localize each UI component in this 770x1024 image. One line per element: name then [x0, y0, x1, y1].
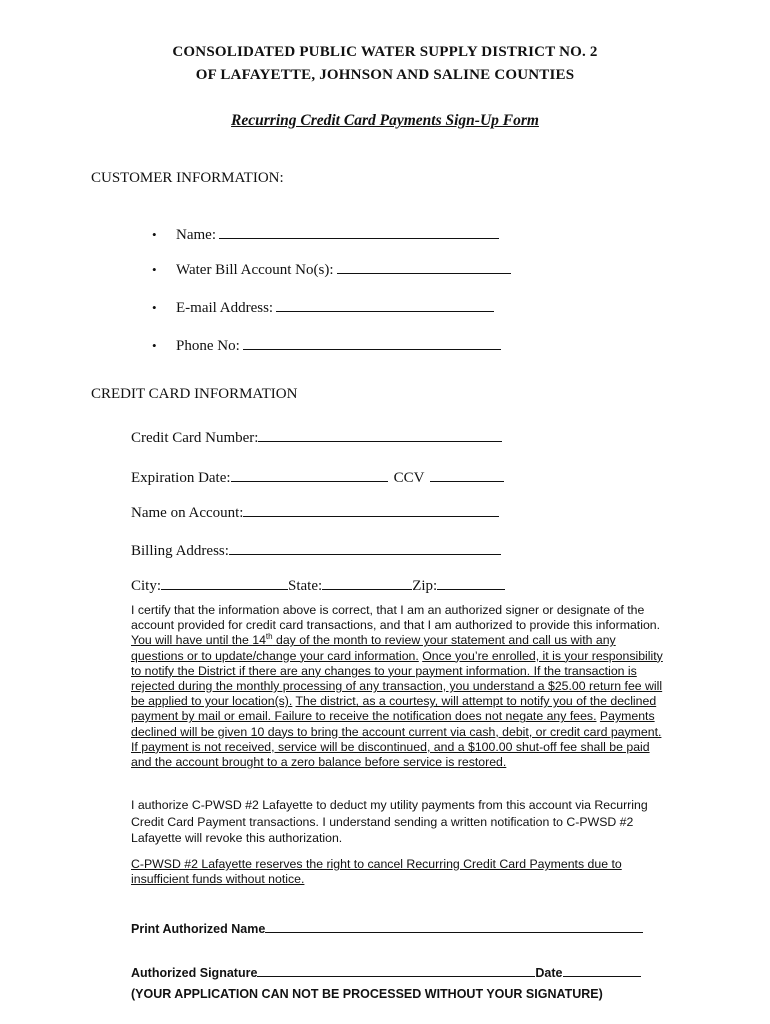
phone-field[interactable]	[243, 335, 501, 350]
card-number-row	[131, 427, 502, 447]
customer-info-heading: CUSTOMER INFORMATION:	[91, 170, 284, 186]
print-name-label: Print Authorized Name	[131, 922, 266, 936]
account-field[interactable]	[337, 259, 511, 274]
email-row	[152, 297, 494, 317]
email-label: E-mail Address:	[176, 300, 274, 316]
zip-field[interactable]	[437, 575, 505, 590]
city-field[interactable]	[161, 575, 288, 590]
signature-row	[131, 964, 641, 980]
terms-paragraph	[131, 603, 666, 770]
phone-label: Phone No:	[176, 338, 240, 354]
credit-card-heading: CREDIT CARD INFORMATION	[91, 386, 298, 402]
district-name-line2: OF LAFAYETTE, JOHNSON AND SALINE COUNTIES	[195, 67, 575, 83]
authorization-paragraph: I authorize C-PWSD #2 Lafayette to deduct my utility payments from this account via Recurring Credit Card Payment transactions. I understand sending a written notification to C-PWSD #2 Lafayette will revoke this authorization.	[131, 798, 648, 845]
bullet-icon: •	[152, 338, 157, 353]
state-label: State:	[288, 578, 323, 594]
date-field[interactable]	[563, 964, 641, 977]
signature-field[interactable]	[257, 964, 535, 977]
account-label: Water Bill Account No(s):	[176, 262, 334, 278]
date-label: Date	[535, 966, 563, 980]
name-on-account-field[interactable]	[243, 502, 499, 517]
phone-row	[152, 335, 501, 355]
billing-address-field[interactable]	[229, 540, 501, 555]
terms-responsibility-text: Once you’re enrolled, it is your responsibility to notify the District if there are any changes to your payment information. If the transaction is rejected during the monthly processing of any transaction, you understand a $25.00 return fee will be applied to your location(s).	[131, 648, 663, 709]
name-on-account-row	[131, 502, 499, 522]
name-field[interactable]	[219, 224, 499, 239]
terms-declined-text: Payments declined will be given 10 days to bring the account current via cash, debit, or credit card payment. If payment is not received, service will be discontinued, and a $100.00 shut-off fee shall be paid and the account brought to a zero balance before service is restored.	[131, 709, 662, 770]
bullet-icon: •	[152, 262, 157, 277]
city-label: City:	[131, 578, 162, 594]
expiration-field[interactable]	[231, 467, 388, 482]
card-number-field[interactable]	[258, 427, 502, 442]
name-label: Name:	[176, 227, 216, 243]
terms-courtesy-text: The district, as a courtesy, will attempt to notify you of the declined payment by mail or email. Failure to receive the notification does not negate any fees.	[131, 694, 657, 724]
bullet-icon: •	[152, 300, 157, 315]
terms-review-sup: th	[265, 632, 273, 642]
billing-address-row	[131, 540, 501, 560]
district-name-line1: CONSOLIDATED PUBLIC WATER SUPPLY DISTRICT NO. 2	[172, 44, 598, 60]
city-state-zip-row	[131, 575, 505, 595]
expiration-label: Expiration Date:	[131, 470, 231, 486]
name-row	[152, 224, 499, 244]
card-number-label: Credit Card Number:	[131, 430, 259, 446]
expiration-row	[131, 467, 504, 487]
ccv-field[interactable]	[430, 467, 504, 482]
terms-review-a: You will have until the 14	[131, 633, 266, 648]
email-field[interactable]	[276, 297, 494, 312]
signature-required-notice: (YOUR APPLICATION CAN NOT BE PROCESSED WITHOUT YOUR SIGNATURE)	[131, 987, 603, 1001]
terms-review-b: day of the month to review your statement and call us with any questions or to update/change your card information.	[131, 633, 616, 663]
terms-certify-text: I certify that the information above is correct, that I am an authorized signer or designate of the account provided for credit card transactions, and that I am authorized to provide this information.	[131, 603, 661, 633]
signature-label: Authorized Signature	[131, 966, 258, 980]
name-on-account-label: Name on Account:	[131, 505, 244, 521]
form-title: Recurring Credit Card Payments Sign-Up Form	[231, 112, 539, 129]
state-field[interactable]	[322, 575, 412, 590]
ccv-label: CCV	[393, 470, 425, 486]
print-name-row	[131, 920, 643, 936]
print-name-field[interactable]	[265, 920, 643, 933]
zip-label: Zip:	[412, 578, 438, 594]
bullet-icon: •	[152, 227, 157, 242]
cancel-notice-paragraph: C-PWSD #2 Lafayette reserves the right to cancel Recurring Credit Card Payments due to insufficient funds without notice.	[131, 857, 622, 887]
billing-address-label: Billing Address:	[131, 543, 229, 559]
account-row	[152, 259, 511, 279]
